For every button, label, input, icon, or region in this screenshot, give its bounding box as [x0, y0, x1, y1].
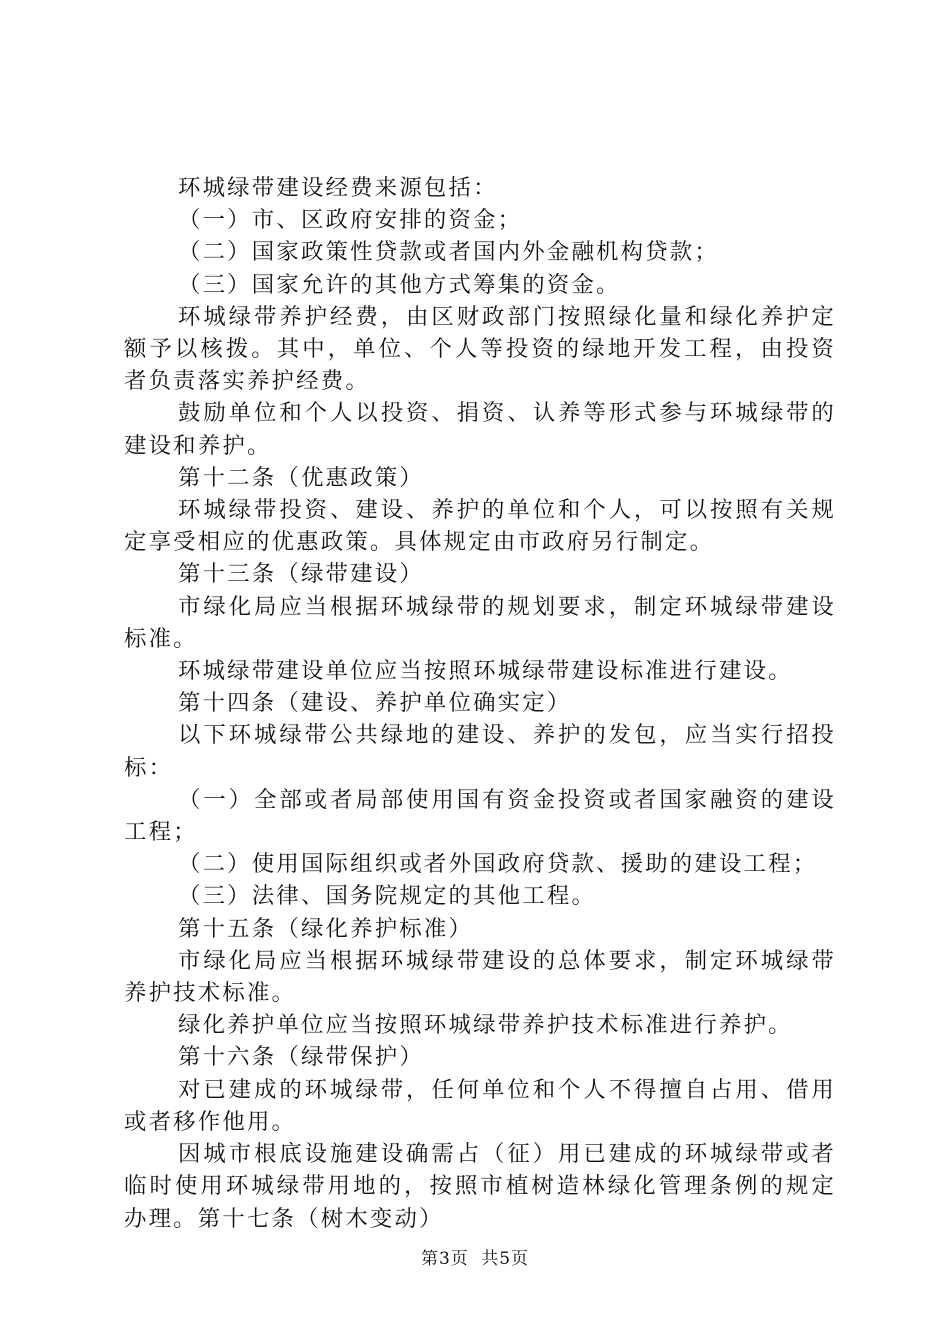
article-heading: 第十四条（建设、养护单位确实定） [178, 690, 572, 717]
article-heading: 第十二条（优惠政策） [178, 464, 424, 491]
paragraph: 环城绿带建设单位应当按照环城绿带建设标准进行建设。 [178, 658, 793, 685]
paragraph: 环城绿带养护经费，由区财政部门按照绿化量和绿化养护定额予以核拨。其中，单位、个人等投资的绿地开发工程，由投资者负责落实养护经费。 [124, 303, 836, 395]
paragraph: （一）全部或者局部使用国有资金投资或者国家融资的建设工程； [124, 786, 836, 846]
paragraph: 绿化养护单位应当按照环城绿带养护技术标准进行养护。 [178, 1012, 793, 1039]
page-footer [0, 1244, 950, 1269]
paragraph: 环城绿带投资、建设、养护的单位和个人，可以按照有关规定享受相应的优惠政策。具体规定由市政府另行制定。 [124, 497, 836, 556]
paragraph: （三）国家允许的其他方式筹集的资金。 [178, 271, 621, 298]
paragraph: 因城市根底设施建设确需占（征）用已建成的环城绿带或者临时使用环城绿带用地的，按照市植树造林绿化管理条例的规定办理。第十七条（树木变动） [124, 1141, 836, 1232]
paragraph: 以下环城绿带公共绿地的建设、养护的发包，应当实行招投标： [124, 722, 836, 781]
article-heading: 第十三条（绿带建设） [178, 561, 424, 588]
paragraph: （三）法律、国务院规定的其他工程。 [178, 883, 597, 910]
paragraph: 市绿化局应当根据环城绿带的规划要求，制定环城绿带建设标准。 [124, 593, 836, 652]
paragraph: （二）国家政策性贷款或者国内外金融机构贷款； [178, 239, 719, 266]
paragraph: 对已建成的环城绿带，任何单位和个人不得擅自占用、借用或者移作他用。 [124, 1076, 836, 1135]
document-body [124, 172, 836, 1235]
paragraph: （二）使用国际组织或者外国政府贷款、援助的建设工程； [178, 851, 818, 878]
page-number: 第3页 [420, 1249, 469, 1269]
paragraph: 市绿化局应当根据环城绿带建设的总体要求，制定环城绿带养护技术标准。 [124, 947, 836, 1007]
paragraph: 鼓励单位和个人以投资、捐资、认养等形式参与环城绿带的建设和养护。 [124, 400, 836, 459]
page-total: 共5页 [481, 1249, 530, 1269]
article-heading: 第十五条（绿化养护标准） [178, 915, 474, 942]
paragraph: 环城绿带建设经费来源包括： [178, 175, 498, 201]
article-heading: 第十六条（绿带保护） [178, 1044, 424, 1071]
paragraph: （一）市、区政府安排的资金； [178, 207, 523, 234]
